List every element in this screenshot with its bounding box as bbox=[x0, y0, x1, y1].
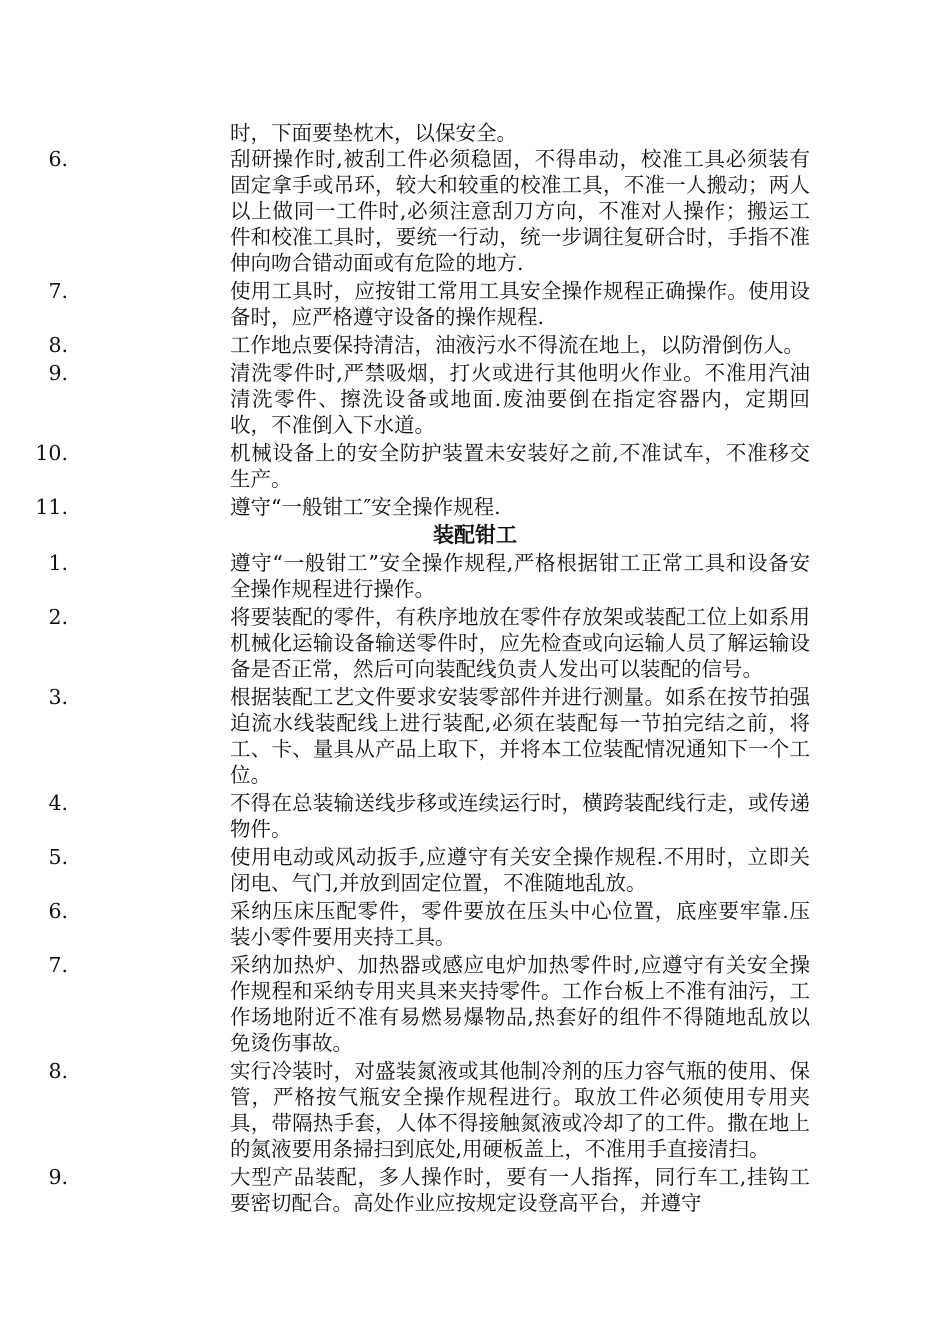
item-text: 采纳压床压配零件，零件要放在压头中心位置，底座要牢靠.压装小零件要用夹持工具。 bbox=[230, 899, 810, 949]
item-text: 将要装配的零件，有秩序地放在零件存放架或装配工位上如系用机械化运输设备输送零件时，应先检查或向运输人员了解运输设备是否正常，然后可向装配线负责人发出可以装配的信号。 bbox=[230, 605, 810, 681]
item-number: 5. bbox=[48, 845, 68, 869]
item-number: 7. bbox=[48, 279, 68, 303]
list-item bbox=[0, 684, 810, 788]
general-fitter-rules-list bbox=[0, 146, 950, 520]
item-number: 9. bbox=[48, 361, 68, 385]
list-item bbox=[0, 494, 810, 520]
item-text: 机械设备上的安全防护装置未安装好之前,不准试车，不准移交生产。 bbox=[230, 441, 810, 491]
document-body bbox=[0, 120, 950, 1218]
item-number: 10. bbox=[35, 441, 68, 465]
item-number: 6. bbox=[48, 147, 68, 171]
item-number: 8. bbox=[48, 333, 68, 357]
list-item bbox=[0, 278, 810, 330]
list-item bbox=[0, 898, 810, 950]
list-item bbox=[0, 1058, 810, 1162]
item-number: 7. bbox=[48, 953, 68, 977]
list-item bbox=[0, 440, 810, 492]
list-item bbox=[0, 844, 810, 896]
paragraph-text: 时，下面要垫枕木，以保安全。 bbox=[230, 121, 517, 145]
item-text: 遵守“一般钳工″安全操作规程. bbox=[230, 495, 501, 519]
item-text: 不得在总装输送线步移或连续运行时，横跨装配线行走，或传递物件。 bbox=[230, 791, 810, 841]
continued-paragraph bbox=[0, 120, 810, 146]
item-text: 使用电动或风动扳手,应遵守有关安全操作规程.不用时，立即关闭电、气门,并放到固定位置，不准随地乱放。 bbox=[230, 845, 810, 895]
item-text: 实行冷装时，对盛装氮液或其他制冷剂的压力容气瓶的使用、保管，严格按气瓶安全操作规程进行。取放工件必须使用专用夹具，带隔热手套，人体不得接触氮液或冷却了的工件。撒在地上的氮液要用条掃扫到底处,用硬板盖上，不准用手直接清扫。 bbox=[230, 1059, 810, 1161]
list-item bbox=[0, 1164, 810, 1216]
item-number: 11. bbox=[35, 495, 68, 519]
item-number: 8. bbox=[48, 1059, 68, 1083]
list-item bbox=[0, 146, 810, 276]
item-number: 2. bbox=[48, 605, 68, 629]
item-text: 工作地点要保持清洁，油液污水不得流在地上，以防滑倒伤人。 bbox=[230, 333, 804, 357]
list-item bbox=[0, 604, 810, 682]
item-number: 9. bbox=[48, 1165, 68, 1189]
list-item bbox=[0, 360, 810, 438]
item-number: 4. bbox=[48, 791, 68, 815]
list-item bbox=[0, 332, 810, 358]
item-text: 根据装配工艺文件要求安装零部件并进行测量。如系在按节拍强迫流水线装配线上进行装配,必须在装配每一节拍完结之前，将工、卡、量具从产品上取下，并将本工位装配情况通知下一个工位。 bbox=[230, 685, 810, 787]
item-text: 大型产品装配，多人操作时，要有一人指挥，同行车工,挂钩工要密切配合。高处作业应按规定设登高平台，并遵守 bbox=[230, 1165, 810, 1215]
item-text: 清洗零件时,严禁吸烟，打火或进行其他明火作业。不准用汽油清洗零件、擦洗设备或地面.废油要倒在指定容器内，定期回收，不准倒入下水道。 bbox=[230, 361, 810, 437]
item-text: 刮研操作时,被刮工件必须稳固，不得串动，校准工具必须装有固定拿手或吊环，较大和较重的校准工具，不准一人搬动；两人以上做同一工件时,必须注意刮刀方向，不准对人操作；搬运工件和校准工具时，要统一行动，统一步调往复研合时，手指不准伸向吻合错动面或有危险的地方. bbox=[230, 147, 810, 275]
list-item bbox=[0, 952, 810, 1056]
item-text: 使用工具时，应按钳工常用工具安全操作规程正确操作。使用设备时，应严格遵守设备的操作规程. bbox=[230, 279, 810, 329]
item-text: 采纳加热炉、加热器或感应电炉加热零件时,应遵守有关安全操作规程和采纳专用夹具来夹持零件。工作台板上不准有油污，工作场地附近不准有易燃易爆物品,热套好的组件不得随地乱放以免烫伤事故。 bbox=[230, 953, 810, 1055]
section-heading: 装配钳工 bbox=[433, 523, 517, 547]
item-text: 遵守“一般钳工”安全操作规程,严格根据钳工正常工具和设备安全操作规程进行操作。 bbox=[230, 551, 810, 601]
assembly-fitter-rules-list bbox=[0, 550, 950, 1216]
list-item bbox=[0, 550, 810, 602]
item-number: 1. bbox=[48, 551, 68, 575]
list-item bbox=[0, 790, 810, 842]
item-number: 3. bbox=[48, 685, 68, 709]
item-number: 6. bbox=[48, 899, 68, 923]
